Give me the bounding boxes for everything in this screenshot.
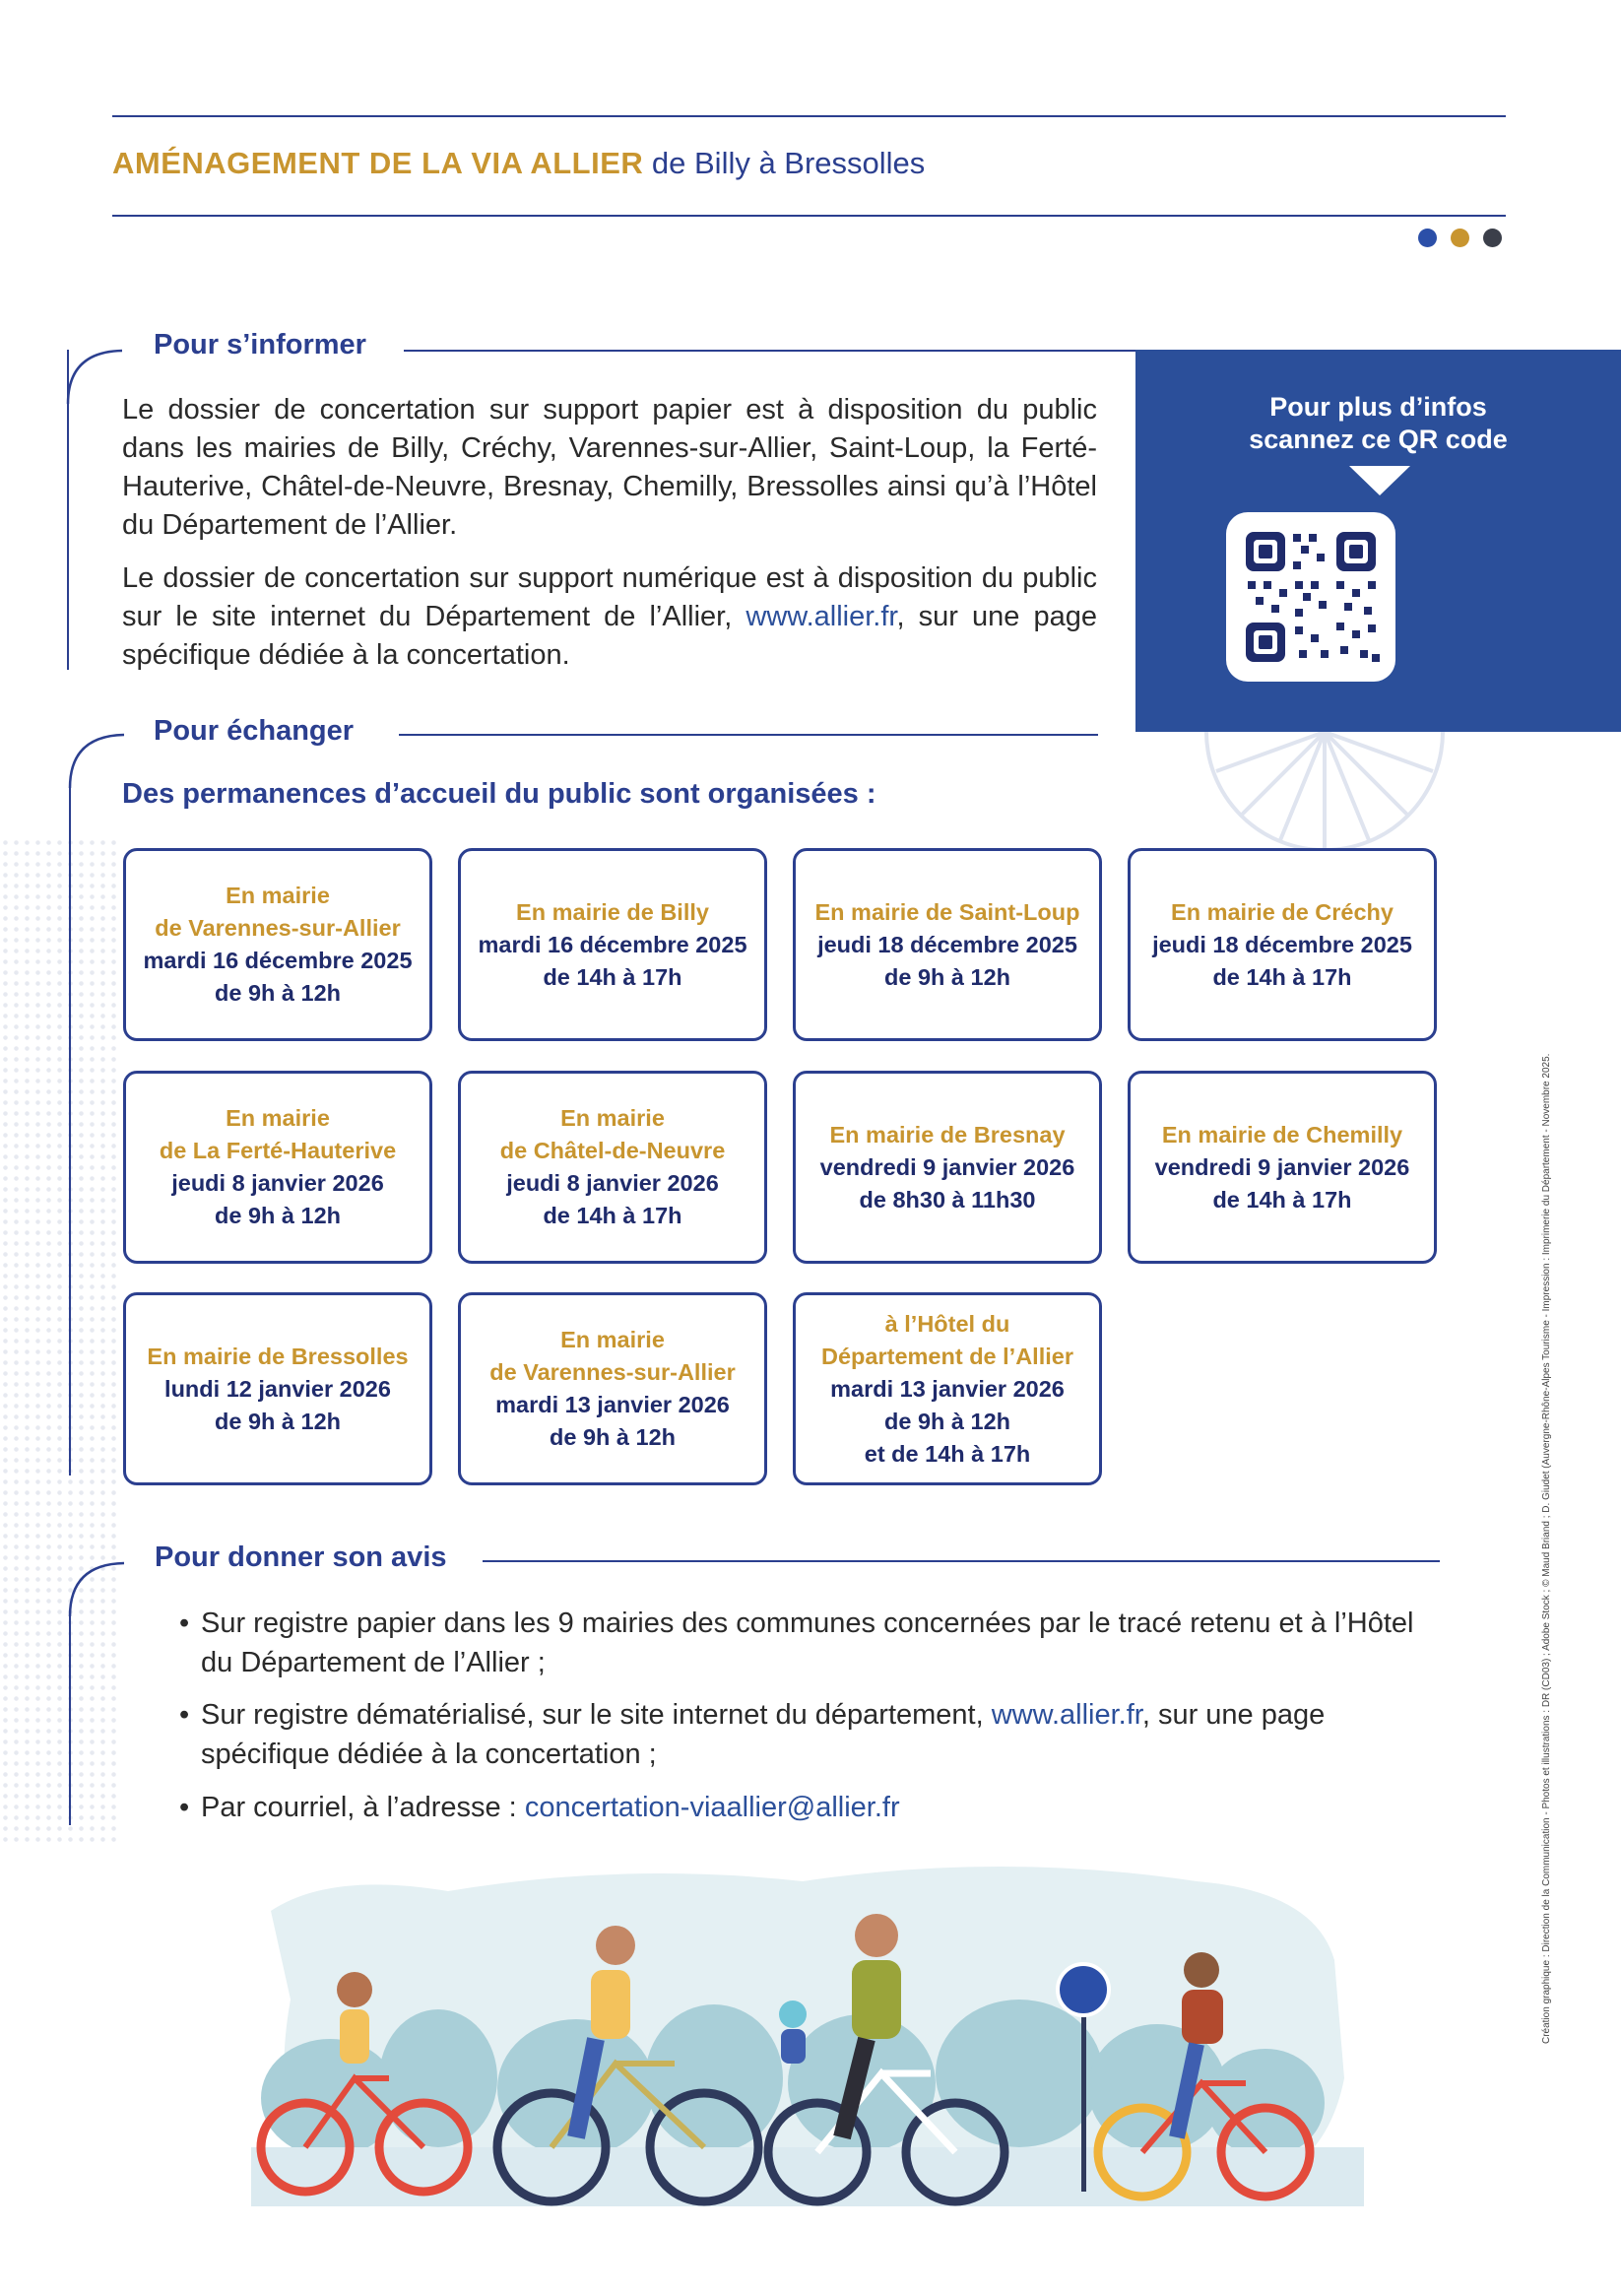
card-date: de 14h à 17h xyxy=(1212,963,1352,990)
card-date: vendredi 9 janvier 2026 xyxy=(819,1153,1075,1180)
section-opinion-heading: Pour donner son avis xyxy=(143,1542,459,1574)
allier-website-link[interactable]: www.allier.fr xyxy=(746,601,897,632)
bullet-dot-icon: • xyxy=(179,1792,190,1823)
card-place: de Varennes-sur-Allier xyxy=(489,1359,736,1385)
section-opinion-line xyxy=(483,1560,1440,1562)
card-date: de 14h à 17h xyxy=(543,1203,682,1228)
card-date: de 8h30 à 11h30 xyxy=(859,1186,1036,1213)
permanence-card xyxy=(123,848,432,1041)
opinion-bullet-2 xyxy=(179,1695,1452,1774)
section-inform-heading: Pour s’informer xyxy=(142,329,378,361)
opinion-bullet-3-text: Par courriel, à l’adresse : xyxy=(201,1792,525,1823)
cyclists-illustration xyxy=(251,1852,1364,2265)
card-place: En mairie xyxy=(226,1105,330,1131)
section-exchange-heading: Pour échanger xyxy=(142,715,365,748)
credits: Création graphique : Direction de la Communication - Photos et illustrations : DR (CD03) ; Adobe Stock ; © Maud Briand ; D. Giudet (Auvergne-Rhône-Alpes Tourisme - Impression : Imprimerie du Département - Novembre 2025. xyxy=(1541,1053,1552,2044)
qr-panel xyxy=(1135,350,1621,732)
card-date: de 9h à 12h xyxy=(215,1408,341,1434)
permanence-card xyxy=(458,848,767,1041)
card-place: à l’Hôtel du xyxy=(884,1310,1010,1337)
card-date: jeudi 8 janvier 2026 xyxy=(506,1170,719,1196)
card-place: En mairie xyxy=(560,1105,665,1131)
decor-dot-dark xyxy=(1483,229,1502,247)
title-light: de Billy à Bressolles xyxy=(651,146,926,180)
opinion-bullet-1 xyxy=(179,1604,1442,1682)
card-date: de 14h à 17h xyxy=(1212,1186,1352,1213)
permanence-card xyxy=(123,1071,432,1264)
card-place: En mairie de Saint-Loup xyxy=(814,898,1080,925)
allier-website-link-2[interactable]: www.allier.fr xyxy=(991,1699,1142,1731)
card-date: mardi 13 janvier 2026 xyxy=(495,1392,730,1417)
email-link[interactable]: concertation-viaallier@allier.fr xyxy=(524,1792,900,1823)
card-place: En mairie xyxy=(560,1327,665,1352)
card-date: de 9h à 12h xyxy=(884,1408,1010,1434)
section-exchange-line xyxy=(399,734,1098,736)
permanence-card xyxy=(1128,848,1437,1041)
decor-dot-blue xyxy=(1418,229,1437,247)
title-strong: AMÉNAGEMENT DE LA VIA ALLIER xyxy=(112,146,644,180)
header-rule-bottom xyxy=(112,215,1506,217)
bullet-dot-icon: • xyxy=(179,1607,190,1639)
card-place: de La Ferté-Hauterive xyxy=(159,1138,397,1163)
permanence-card xyxy=(793,848,1102,1041)
card-date: vendredi 9 janvier 2026 xyxy=(1154,1153,1410,1180)
card-date: de 9h à 12h xyxy=(215,1203,341,1228)
card-date: lundi 12 janvier 2026 xyxy=(164,1375,391,1402)
inform-paragraph-2-text-end: , sur une page spécifique dédiée à la concertation. xyxy=(122,601,1097,671)
opinion-bullet-2-text-end: , sur une page spécifique dédiée à la concertation ; xyxy=(201,1699,1326,1770)
section-inform-curve xyxy=(65,347,124,406)
section-exchange-curve xyxy=(67,731,126,790)
qr-code-icon xyxy=(1226,512,1395,682)
permanence-card xyxy=(793,1071,1102,1264)
card-place: Département de l’Allier xyxy=(821,1343,1073,1369)
section-inform-line xyxy=(404,350,1135,352)
card-date: mardi 16 décembre 2025 xyxy=(478,931,747,957)
background-pattern xyxy=(0,837,118,1842)
decor-dot-gold xyxy=(1451,229,1469,247)
card-place: En mairie xyxy=(226,883,330,908)
card-date: de 9h à 12h xyxy=(884,963,1010,990)
card-place: En mairie de Chemilly xyxy=(1161,1121,1403,1148)
exchange-intro: Des permanences d’accueil du public sont organisées : xyxy=(122,778,876,810)
qr-code[interactable] xyxy=(1226,512,1395,682)
opinion-bullet-3 xyxy=(179,1788,1442,1827)
card-date: de 14h à 17h xyxy=(543,963,682,990)
card-place: En mairie de Créchy xyxy=(1171,898,1394,925)
inform-paragraph-1: Le dossier de concertation sur support papier est à disposition du public dans les mairies de Billy, Créchy, Varennes-sur-Allier, Saint-Loup, la Ferté-Hauterive, Châtel-de-Neuvre, Bresnay, Chemilly, Bressolles ainsi qu’à l’Hôtel du Département de l’Allier. xyxy=(122,394,1097,541)
card-place: En mairie de Billy xyxy=(516,898,709,925)
card-date: et de 14h à 17h xyxy=(864,1440,1031,1467)
card-date: jeudi 18 décembre 2025 xyxy=(817,931,1077,957)
permanence-card xyxy=(123,1292,432,1485)
section-exchange-bracket xyxy=(69,786,71,1476)
section-opinion-bracket xyxy=(69,1613,71,1825)
qr-caption-line2: scannez ce QR code xyxy=(1249,425,1508,454)
card-place: En mairie de Bresnay xyxy=(829,1121,1066,1148)
card-date: de 9h à 12h xyxy=(215,980,341,1006)
qr-caption xyxy=(1135,391,1621,456)
bullet-dot-icon: • xyxy=(179,1699,190,1731)
permanence-card xyxy=(1128,1071,1437,1264)
card-date: jeudi 8 janvier 2026 xyxy=(171,1170,384,1196)
inform-paragraph-2-text: Le dossier de concertation sur support numérique est à disposition du public sur le site internet du Département de l’Allier, xyxy=(122,562,1097,632)
permanence-card xyxy=(793,1292,1102,1485)
permanence-card xyxy=(458,1292,767,1485)
section-opinion-curve xyxy=(67,1559,126,1618)
card-date: mardi 13 janvier 2026 xyxy=(830,1375,1065,1402)
opinion-bullet-1-text: Sur registre papier dans les 9 mairies des communes concernées par le tracé retenu et à l’Hôtel du Département de l’Allier ; xyxy=(201,1607,1414,1678)
card-place: de Varennes-sur-Allier xyxy=(155,915,401,941)
card-date: de 9h à 12h xyxy=(550,1424,676,1450)
opinion-bullet-2-text: Sur registre dématérialisé, sur le site internet du département, xyxy=(201,1699,992,1731)
header-rule-top xyxy=(112,115,1506,117)
qr-caption-line1: Pour plus d’infos xyxy=(1269,392,1487,422)
card-place: En mairie de Bressolles xyxy=(147,1343,409,1369)
page-title xyxy=(112,146,925,181)
inform-paragraph-2 xyxy=(122,559,1097,675)
card-place: de Châtel-de-Neuvre xyxy=(499,1138,726,1163)
permanence-card xyxy=(458,1071,767,1264)
down-arrow-icon xyxy=(1349,466,1410,495)
card-date: mardi 16 décembre 2025 xyxy=(143,948,413,973)
card-date: jeudi 18 décembre 2025 xyxy=(1152,931,1412,957)
